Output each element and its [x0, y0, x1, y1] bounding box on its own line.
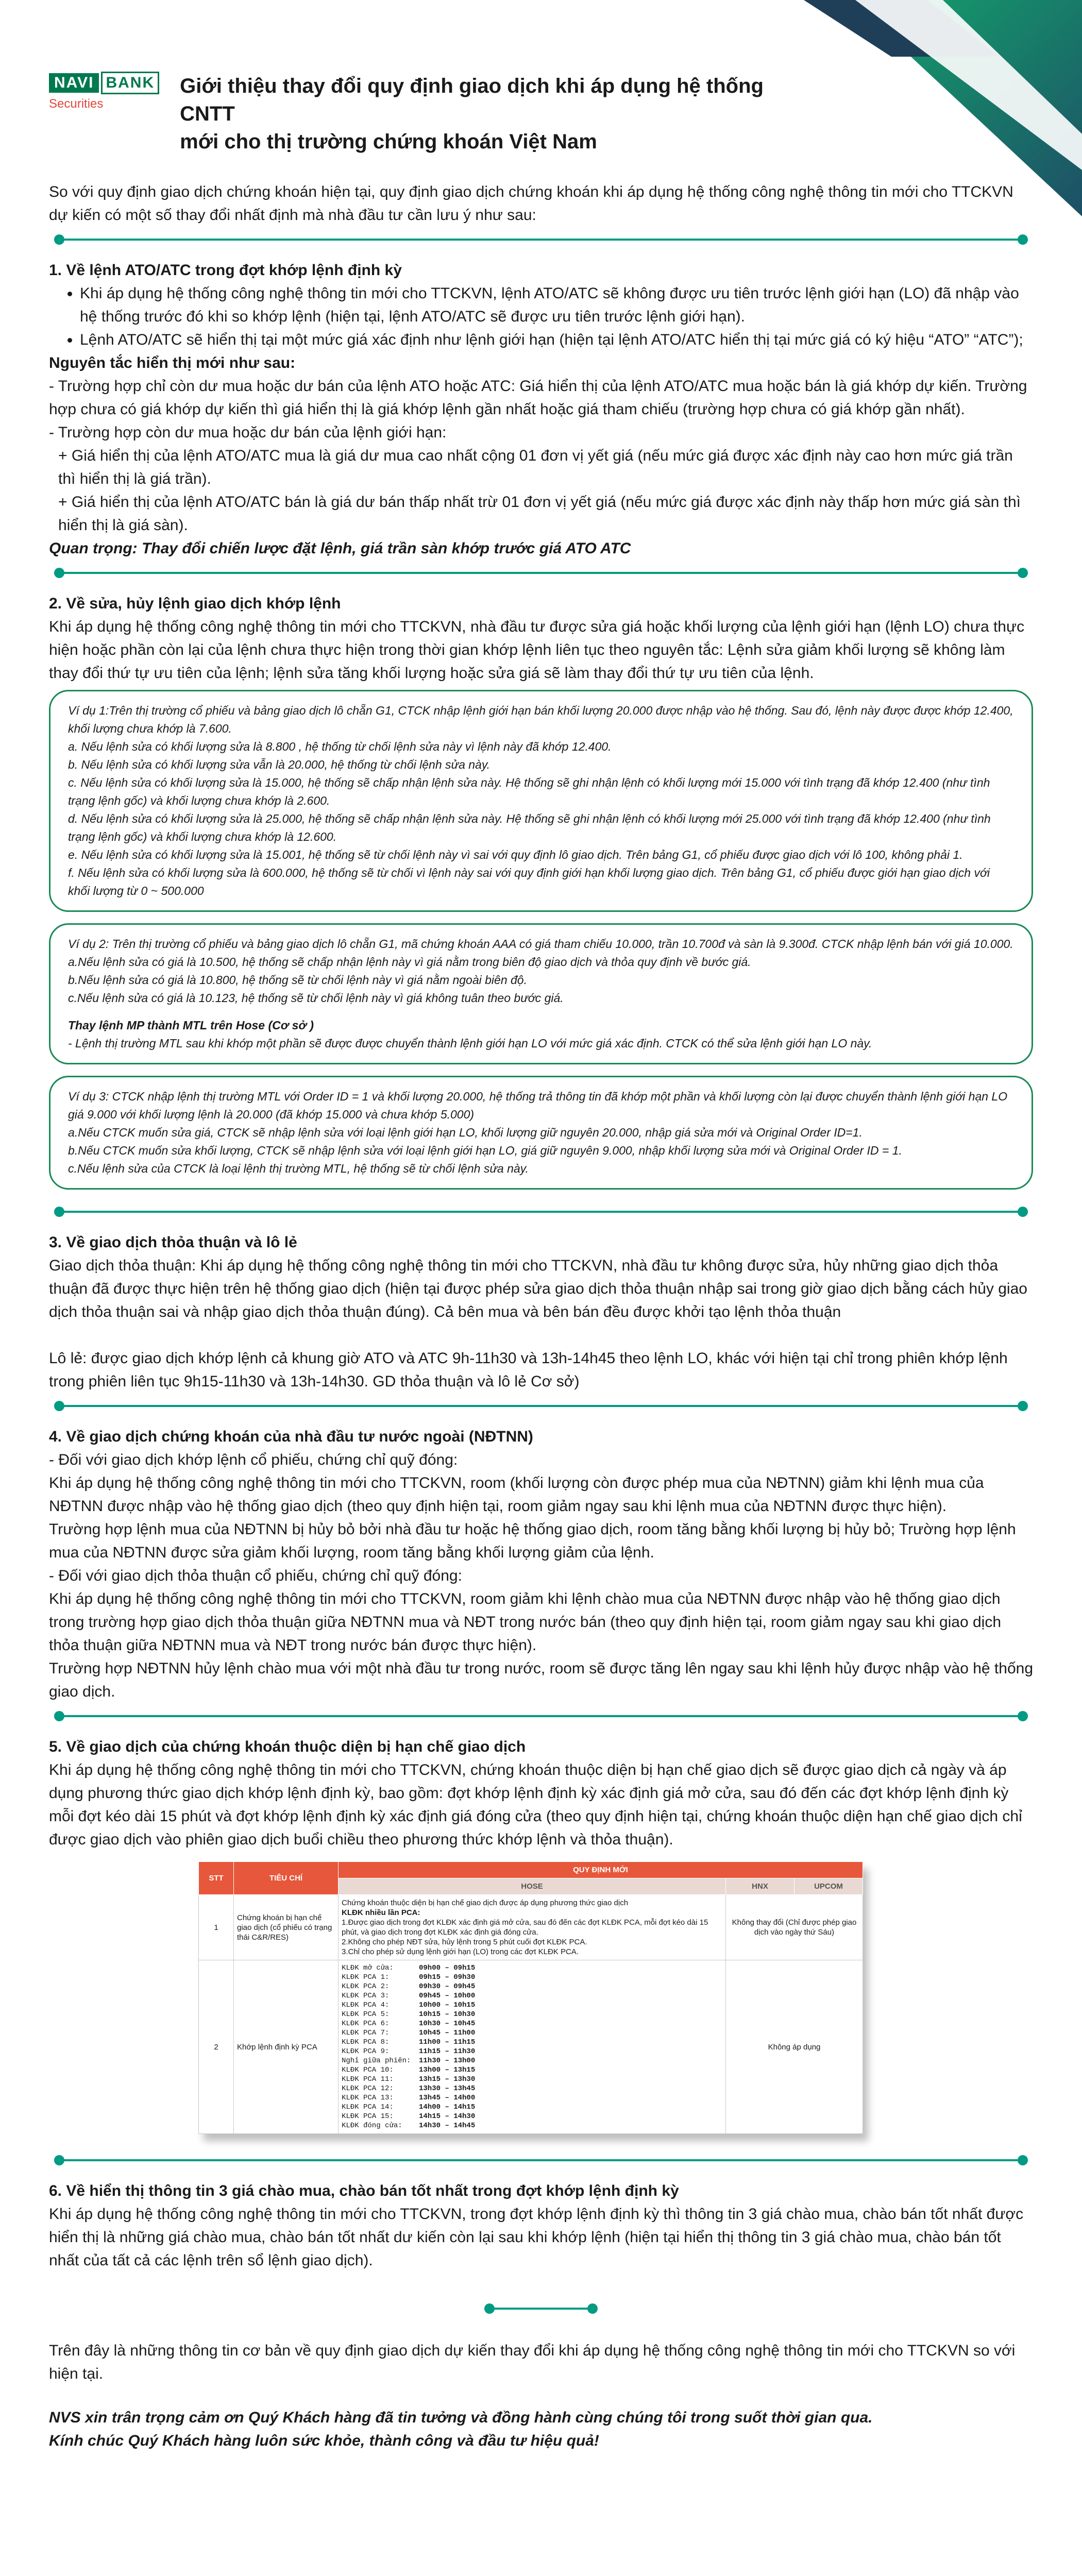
- section-4-line: Trường hợp lệnh mua của NĐTNN bị hủy bỏ bởi nhà đầu tư hoặc hệ thống giao dịch, room tăng bằng khối lượng bị hủy bỏ; Trường hợp lệnh mua của NĐTNN được sửa giảm khối lượng, room tăng bằng khối lượng giảm của lệnh.: [49, 1521, 1016, 1561]
- logo-securities-text: Securities: [49, 97, 104, 111]
- table-cell: 2: [199, 1960, 234, 2134]
- example-line: e. Nếu lệnh sửa có khối lượng sửa là 15.001, hệ thống sẽ từ chối lệnh này vì sai với quy định lô giao dịch. Trên bảng G1, cổ phiếu được giao dịch với lô 100, không phải 1.: [68, 848, 963, 861]
- example-line: c. Nếu lệnh sửa có khối lượng sửa là 15.000, hệ thống sẽ chấp nhận lệnh sửa này. Hệ thống sẽ ghi nhận lệnh có khối lượng mới 15.000 với tình trạng đã khớp 12.400 (như tình trạng lệnh gốc) và khối lượng chưa khớp là 2.600.: [68, 776, 990, 807]
- section-1-bullets: [49, 282, 1033, 351]
- example-1-box: [49, 690, 1033, 912]
- schedule-row: [342, 2001, 722, 2010]
- schedule-time: 13h00 – 13h15: [419, 2066, 476, 2074]
- schedule-row: [342, 2075, 722, 2084]
- page-header: [49, 72, 822, 156]
- table-row: [199, 1960, 863, 2134]
- schedule-time: 13h45 – 14h00: [419, 2094, 476, 2102]
- section-divider: [49, 2149, 1033, 2170]
- table-header-hnx: HNX: [726, 1878, 794, 1895]
- rule-line: - Trường hợp còn dư mua hoặc dư bán của lệnh giới hạn:: [49, 424, 447, 441]
- example-line: Ví dụ 3: CTCK nhập lệnh thị trường MTL với Order ID = 1 và khối lượng 20.000, hệ thống trả thông tin đã khớp một phần và khối lượng còn lại được chuyển thành lệnh giới hạn LO giá 9.000 với khối lượng lệnh là 20.000 (đã khớp 15.000 và chưa khớp 5.000): [68, 1090, 1008, 1121]
- table-cell: [339, 1895, 726, 1960]
- mtl-heading: Thay lệnh MP thành MTL trên Hose (Cơ sở ): [68, 1019, 314, 1032]
- cell-line: 2.Không cho phép NĐT sửa, hủy lệnh trong 5 phút cuối đợt KLĐK PCA.: [342, 1938, 587, 1946]
- schedule-label: KLĐK PCA 10:: [342, 2066, 394, 2074]
- example-line: b. Nếu lệnh sửa có khối lượng sửa vẫn là 20.000, hệ thống từ chối lệnh sửa này.: [68, 758, 491, 771]
- schedule-time: 14h30 – 14h45: [419, 2122, 476, 2130]
- schedule-label: Nghỉ giữa phiên:: [342, 2057, 411, 2065]
- section-3-para-2: Lô lẻ: được giao dịch khớp lệnh cả khung giờ ATO và ATC 9h-11h30 và 13h-14h45 theo lệnh LO, khác với hiện tại chỉ trong phiên khớp lệnh trong phiên liên tục 9h15-11h30 và 13h-14h30. GD thỏa thuận và lô lẻ Cơ sở): [49, 1350, 1008, 1390]
- schedule-time: 10h15 – 10h30: [419, 2010, 476, 2019]
- table-header-hose: HOSE: [339, 1878, 726, 1895]
- schedule-time: 09h45 – 10h00: [419, 1992, 476, 2000]
- section-4-line: - Đối với giao dịch khớp lệnh cổ phiếu, chứng chỉ quỹ đóng:: [49, 1451, 458, 1468]
- section-3-para-1: Giao dịch thỏa thuận: Khi áp dụng hệ thống công nghệ thông tin mới cho TTCKVN, nhà đầu tư không được sửa, hủy những giao dịch thỏa thuận đã được thực hiện trên hệ thống giao dịch (hiện tại được phép sửa giao dịch thỏa thuận nhập sai trong giờ giao dịch bằng cách hủy giao dịch thỏa thuận sai và nhập giao dịch thỏa thuận đúng). Cả bên mua và bên bán đều được khởi tạo lệnh thỏa thuận: [49, 1257, 1027, 1320]
- section-divider: [49, 1201, 1033, 1222]
- schedule-time: 14h15 – 14h30: [419, 2112, 476, 2121]
- schedule-row: [342, 1991, 722, 2001]
- section-divider: [49, 1395, 1033, 1416]
- schedule-row: [342, 2121, 722, 2130]
- schedule-label: KLĐK PCA 3:: [342, 1992, 390, 2000]
- schedule-row: [342, 2028, 722, 2038]
- section-5-body: Khi áp dụng hệ thống công nghệ thông tin mới cho TTCKVN, chứng khoán thuộc diện bị hạn chế giao dịch sẽ được giao dịch cả ngày và áp dụng phương thức giao dịch khớp lệnh định kỳ, bao gồm: đợt khớp lệnh định kỳ xác định giá mở cửa, sau đó đến các đợt khớp lệnh định kỳ mỗi đợt kéo dài 15 phút và đợt khớp lệnh định kỳ xác định giá đóng cửa (theo quy định hiện tại, chứng khoán thuộc diện hạn chế giao dịch chỉ được giao dịch vào phiên giao dịch buổi chiều theo phương thức khớp lệnh và thỏa thuận).: [49, 1761, 1022, 1848]
- schedule-time: 09h15 – 09h30: [419, 1973, 476, 1981]
- schedule-time: 14h00 – 14h15: [419, 2103, 476, 2111]
- cell-line: KLĐK nhiều lần PCA:: [342, 1908, 420, 1917]
- display-rules-heading: Nguyên tắc hiển thị mới như sau:: [49, 354, 296, 371]
- table-header-criteria: TIÊU CHÍ: [234, 1862, 339, 1895]
- example-line: d. Nếu lệnh sửa có khối lượng sửa là 25.000, hệ thống sẽ chấp nhận lệnh sửa này. Hệ thống sẽ ghi nhận lệnh có khối lượng mới 25.000 với tình trạng đã khớp 12.400 (như tình trạng lệnh gốc) và khối lượng chưa khớp là 12.600.: [68, 812, 991, 843]
- logo-bank-text: BANK: [101, 72, 159, 94]
- section-6-body: Khi áp dụng hệ thống công nghệ thông tin mới cho TTCKVN, trong đợt khớp lệnh định kỳ thì thông tin 3 giá chào mua, chào bán tốt nhất được hiển thị là những giá chào mua, chào bán tốt nhất dư kiến còn lại sau khi khớp lệnh (hiện tại hiển thị thông tin 3 giá chào mua, chào bán tốt nhất của tất cả các lệnh trên sổ lệnh giao dịch).: [49, 2206, 1024, 2269]
- schedule-time: 13h15 – 13h30: [419, 2075, 476, 2083]
- example-line: b.Nếu lệnh sửa có giá là 10.800, hệ thống sẽ từ chối lệnh này vì giá nằm ngoài biên độ.: [68, 973, 527, 987]
- table-cell: 1: [199, 1895, 234, 1960]
- schedule-label: KLĐK PCA 7:: [342, 2029, 390, 2037]
- schedule-label: KLĐK PCA 2:: [342, 1982, 390, 1991]
- schedule-label: KLĐK PCA 5:: [342, 2010, 390, 2019]
- main-content: [49, 180, 1033, 2452]
- schedule-label: KLĐK đóng cửa:: [342, 2122, 402, 2130]
- table-header-new-rule: QUY ĐỊNH MỚI: [339, 1862, 863, 1878]
- schedule-time: 09h30 – 09h45: [419, 1982, 476, 1991]
- logo-navi-text: NAVI: [49, 73, 99, 93]
- schedule-label: KLĐK PCA 13:: [342, 2094, 394, 2102]
- schedule-row: [342, 2112, 722, 2121]
- thanks-line: NVS xin trân trọng cảm ơn Quý Khách hàng đã tin tưởng và đồng hành cùng chúng tôi trong suốt thời gian qua.: [49, 2409, 873, 2426]
- example-line: Ví dụ 1:Trên thị trường cổ phiếu và bảng giao dịch lô chẵn G1, CTCK nhập lệnh giới hạn bán khối lượng 20.000 được nhập vào hệ thống. Sau đó, lệnh này được được khớp 12.400, khối lượng chưa khớp là 7.600.: [68, 704, 1013, 735]
- schedule-row: [342, 1973, 722, 1982]
- section-1-heading: 1. Về lệnh ATO/ATC trong đợt khớp lệnh định kỳ: [49, 262, 402, 279]
- section-2-body: Khi áp dụng hệ thống công nghệ thông tin mới cho TTCKVN, nhà đầu tư được sửa giá hoặc khối lượng của lệnh giới hạn (lệnh LO) chưa thực hiện hoặc phần còn lại của lệnh chưa thực hiện trong thời gian khớp lệnh liên tục theo nguyên tắc: Lệnh sửa giảm khối lượng sẽ không làm thay đổi thứ tự ưu tiên của lệnh; lệnh sửa tăng khối lượng hoặc sửa giá sẽ làm thay đổi thứ tự ưu tiên của lệnh.: [49, 618, 1025, 682]
- schedule-row: [342, 2019, 722, 2028]
- page-title: [180, 72, 822, 156]
- schedule-time: 09h00 – 09h15: [419, 1964, 476, 1972]
- title-line-2: mới cho thị trường chứng khoán Việt Nam: [180, 130, 597, 153]
- schedule-time: 11h15 – 11h30: [419, 2047, 476, 2056]
- schedule-row: [342, 1963, 722, 1973]
- closing-paragraph: Trên đây là những thông tin cơ bản về quy định giao dịch dự kiến thay đổi khi áp dụng hệ thống công nghệ thông tin mới cho TTCKVN so với hiện tại.: [49, 2342, 1016, 2382]
- cell-line: 1.Được giao dịch trong đợt KLĐK xác định giá mở cửa, sau đó đến các đợt KLĐK PCA, mỗi đợt kéo dài 15 phút, và giao dịch trong đợt KLĐK xác định giá đóng cửa.: [342, 1918, 708, 1937]
- section-4-line: Khi áp dụng hệ thống công nghệ thông tin mới cho TTCKVN, room giảm khi lệnh chào mua của NĐTNN được nhập vào hệ thống giao dịch trong trường hợp giao dịch thỏa thuận giữa NĐTNN mua và NĐT trong nước bán (theo quy định hiện tại, room giảm ngay sau khi giao dịch thỏa thuận giữa NĐTNN mua và NĐT trong nước bán được thực hiện).: [49, 1590, 1002, 1654]
- title-line-1: Giới thiệu thay đổi quy định giao dịch khi áp dụng hệ thống CNTT: [180, 75, 764, 125]
- restricted-trading-table: [198, 1861, 863, 2134]
- section-4-line: - Đối với giao dịch thỏa thuận cổ phiếu, chứng chỉ quỹ đóng:: [49, 1567, 462, 1584]
- schedule-label: KLĐK PCA 6:: [342, 2020, 390, 2028]
- navibank-logo: [49, 72, 159, 111]
- example-line: c.Nếu lệnh sửa của CTCK là loại lệnh thị trường MTL, hệ thống sẽ từ chối lệnh sửa này.: [68, 1162, 529, 1175]
- example-line: a.Nếu CTCK muốn sửa giá, CTCK sẽ nhập lệnh sửa với loại lệnh giới hạn LO, khối lượng giữ nguyên 20.000, nhập giá sửa mới và Original Order ID=1.: [68, 1126, 863, 1139]
- cell-line: Chứng khoán thuộc diện bị hạn chế giao dịch được áp dụng phương thức giao dịch: [342, 1899, 629, 1907]
- schedule-label: KLĐK PCA 4:: [342, 2001, 390, 2009]
- example-line: b.Nếu CTCK muốn sửa khối lượng, CTCK sẽ nhập lệnh sửa với loại lệnh giới hạn LO, giá giữ nguyên 9.000, nhập khối lượng sửa mới và Original Order ID = 1.: [68, 1144, 902, 1157]
- list-item: • Khi áp dụng hệ thống công nghệ thông tin mới cho TTCKVN, lệnh ATO/ATC sẽ không được ưu tiên trước lệnh giới hạn (LO) đã nhập vào hệ thống trước đó khi so khớp lệnh (hiện tại, lệnh ATO/ATC sẽ được ưu tiên trước lệnh giới hạn).: [80, 282, 1033, 328]
- section-divider: [49, 1705, 1033, 1726]
- example-line: a. Nếu lệnh sửa có khối lượng sửa là 8.800 , hệ thống từ chối lệnh sửa này vì lệnh này đã khớp 12.400.: [68, 740, 612, 753]
- schedule-label: KLĐK mở cửa:: [342, 1964, 394, 1972]
- thanks-line: Kính chúc Quý Khách hàng luôn sức khỏe, thành công và đầu tư hiệu quả!: [49, 2432, 599, 2449]
- section-4-heading: 4. Về giao dịch chứng khoán của nhà đầu tư nước ngoài (NĐTNN): [49, 1428, 533, 1445]
- example-line: f. Nếu lệnh sửa có khối lượng sửa là 600.000, hệ thống sẽ từ chối vì lệnh này sai với quy định giới hạn khối lượng giao dịch. Trên bảng G1, cổ phiếu được giới hạn giao dịch với khối lượng từ 0 ~ 500.000: [68, 866, 990, 897]
- short-divider: [479, 2298, 603, 2318]
- table-cell: Không thay đổi (Chỉ được phép giao dịch vào ngày thứ Sáu): [726, 1895, 863, 1960]
- section-5-heading: 5. Về giao dịch của chứng khoán thuộc diện bị hạn chế giao dịch: [49, 1738, 526, 1755]
- schedule-row: [342, 2038, 722, 2047]
- schedule-row: [342, 2084, 722, 2093]
- schedule-label: KLĐK PCA 9:: [342, 2047, 390, 2056]
- intro-paragraph: So với quy định giao dịch chứng khoán hiện tại, quy định giao dịch chứng khoán khi áp dụng hệ thống công nghệ thông tin mới cho TTCKVN dự kiến có một số thay đổi nhất định mà nhà đầu tư cần lưu ý như sau:: [49, 183, 1013, 224]
- pca-schedule: [339, 1960, 726, 2134]
- schedule-row: [342, 2010, 722, 2019]
- schedule-label: KLĐK PCA 8:: [342, 2038, 390, 2046]
- section-3-heading: 3. Về giao dịch thỏa thuận và lô lẻ: [49, 1234, 297, 1251]
- cell-line: 3.Chỉ cho phép sử dụng lệnh giới hạn (LO) trong các đợt KLĐK PCA.: [342, 1947, 579, 1956]
- table-row: [199, 1895, 863, 1960]
- mtl-body: - Lệnh thị trường MTL sau khi khớp một phần sẽ được được chuyển thành lệnh giới hạn LO với mức giá xác định. CTCK có thể sửa lệnh giới hạn LO này.: [68, 1037, 872, 1050]
- example-line: a.Nếu lệnh sửa có giá là 10.500, hệ thống sẽ chấp nhận lệnh này vì giá nằm trong biên độ giao dịch và thỏa quy định về bước giá.: [68, 955, 751, 969]
- example-3-box: [49, 1076, 1033, 1190]
- section-2-heading: 2. Về sửa, hủy lệnh giao dịch khớp lệnh: [49, 595, 341, 612]
- schedule-time: 10h45 – 11h00: [419, 2029, 476, 2037]
- example-line: c.Nếu lệnh sửa có giá là 10.123, hệ thống sẽ từ chối lệnh này vì giá không tuân theo bước giá.: [68, 991, 564, 1005]
- table-cell: Không áp dụng: [726, 1960, 863, 2134]
- section-6-heading: 6. Về hiển thị thông tin 3 giá chào mua, chào bán tốt nhất trong đợt khớp lệnh định kỳ: [49, 2182, 679, 2199]
- schedule-time: 13h30 – 13h45: [419, 2084, 476, 2093]
- schedule-row: [342, 1982, 722, 1991]
- schedule-time: 10h00 – 10h15: [419, 2001, 476, 2009]
- schedule-row: [342, 2056, 722, 2065]
- rule-line: + Giá hiển thị của lệnh ATO/ATC mua là giá dư mua cao nhất cộng 01 đơn vị yết giá (nếu mức giá được xác định này cao hơn mức giá trần thì hiển thị là giá trần).: [58, 447, 1013, 487]
- schedule-row: [342, 2103, 722, 2112]
- schedule-label: KLĐK PCA 15:: [342, 2112, 394, 2121]
- table-cell: Khớp lệnh định kỳ PCA: [234, 1960, 339, 2134]
- section-divider: [49, 229, 1033, 249]
- schedule-time: 11h30 – 13h00: [419, 2057, 476, 2065]
- important-note: Quan trọng: Thay đổi chiến lược đặt lệnh, giá trần sàn khớp trước giá ATO ATC: [49, 540, 631, 557]
- schedule-label: KLĐK PCA 12:: [342, 2084, 394, 2093]
- list-item: • Lệnh ATO/ATC sẽ hiển thị tại một mức giá xác định như lệnh giới hạn (hiện tại lệnh ATO/ATC hiển thị tại mức giá có ký hiệu “ATO” “ATC”);: [80, 328, 1033, 351]
- section-4-line: Khi áp dụng hệ thống công nghệ thông tin mới cho TTCKVN, room (khối lượng còn được phép mua của NĐTNN) giảm khi lệnh mua của NĐTNN được nhập vào hệ thống giao dịch (theo quy định hiện tại, room giảm ngay sau khi lệnh mua của NĐTNN được thực hiện).: [49, 1475, 984, 1515]
- schedule-row: [342, 2047, 722, 2056]
- example-2-box: [49, 923, 1033, 1064]
- example-line: Ví dụ 2: Trên thị trường cổ phiếu và bảng giao dịch lô chẵn G1, mã chứng khoán AAA có giá tham chiếu 10.000, trần 10.700đ và sàn là 9.300đ. CTCK nhập lệnh bán với giá 10.000.: [68, 937, 1013, 951]
- rule-line: - Trường hợp chỉ còn dư mua hoặc dư bán của lệnh ATO hoặc ATC: Giá hiển thị của lệnh ATO/ATC mua hoặc bán là giá khớp dự kiến. Trường hợp chưa có giá khớp dự kiến thì giá hiển thị là giá khớp lệnh gần nhất hoặc giá tham chiếu (trường hợp chưa có giá khớp gần nhất).: [49, 378, 1027, 418]
- section-divider: [49, 562, 1033, 583]
- section-4-line: Trường hợp NĐTNN hủy lệnh chào mua với một nhà đầu tư trong nước, room sẽ được tăng lên ngay sau khi lệnh hủy được nhập vào hệ thống giao dịch.: [49, 1660, 1034, 1700]
- schedule-row: [342, 2065, 722, 2075]
- table-header-upcom: UPCOM: [794, 1878, 863, 1895]
- schedule-row: [342, 2093, 722, 2103]
- rule-line: + Giá hiển thị của lệnh ATO/ATC bán là giá dư bán thấp nhất trừ 01 đơn vị yết giá (nếu mức giá được xác định này thấp hơn mức giá sàn thì hiển thị là giá sàn).: [58, 494, 1021, 534]
- schedule-label: KLĐK PCA 1:: [342, 1973, 390, 1981]
- table-cell: Chứng khoán bị hạn chế giao dịch (cổ phiếu có trạng thái C&R/RES): [234, 1895, 339, 1960]
- table-header-stt: STT: [199, 1862, 234, 1895]
- schedule-time: 10h30 – 10h45: [419, 2020, 476, 2028]
- schedule-label: KLĐK PCA 14:: [342, 2103, 394, 2111]
- schedule-label: KLĐK PCA 11:: [342, 2075, 394, 2083]
- schedule-time: 11h00 – 11h15: [419, 2038, 476, 2046]
